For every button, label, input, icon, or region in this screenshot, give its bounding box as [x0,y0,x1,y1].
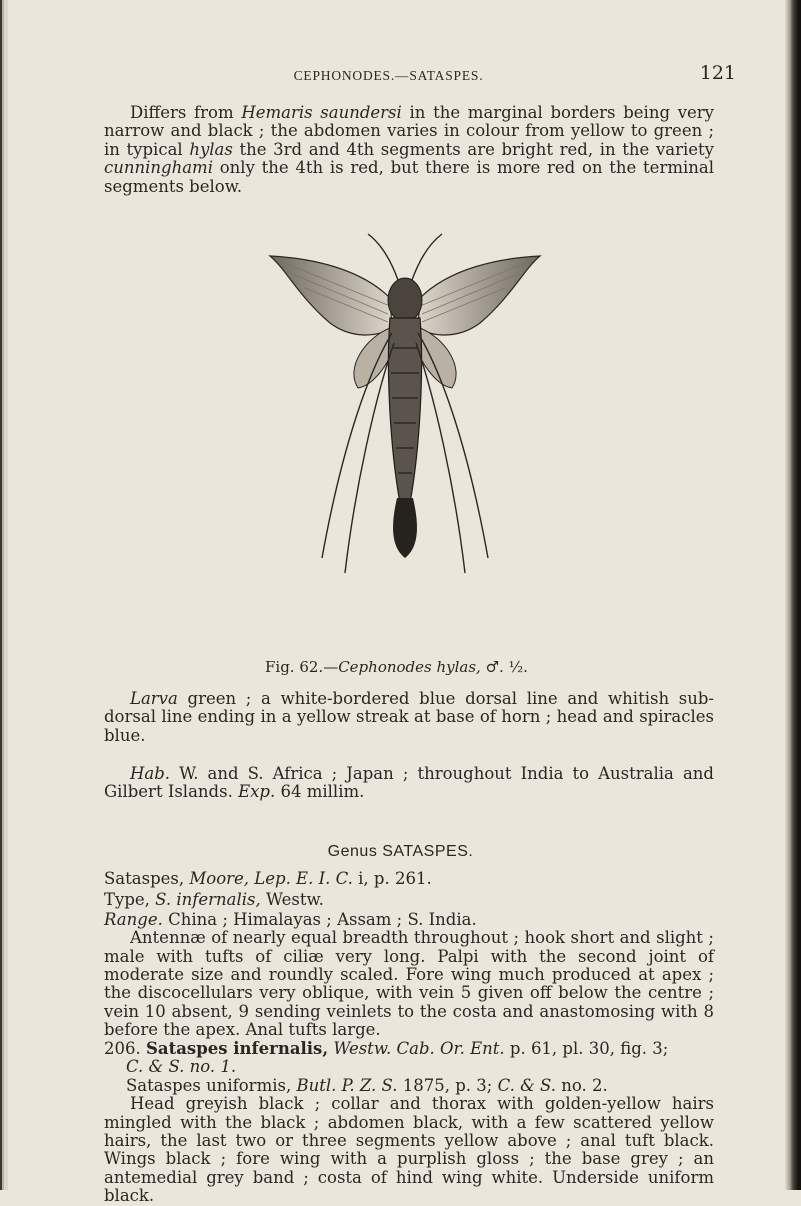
citation-work: Moore, Lep. E. I. C. [189,869,353,888]
moth-left-forewing [270,256,392,335]
type-species: S. infernalis, [155,890,261,910]
species-ref2: C. & S. no. 1. [126,1057,237,1077]
type-author: Westw. [260,890,324,910]
running-head: CEPHONODES.—SATASPES. [293,68,484,83]
caption-prefix: Fig. 62.— [265,658,339,676]
larva-label: Larva [130,689,178,708]
moth-right-forewing [418,256,540,335]
genus-heading: Genus SATASPES. [327,843,474,860]
moth-antennae [368,234,442,280]
range-text: China ; Himalayas ; Assam ; S. India. [162,909,477,929]
moth-body [388,278,422,558]
habitat-paragraph [104,765,714,802]
variety-ref: cunninghami [104,158,213,178]
intro-text: Differs from [130,103,242,122]
species-description: Head greyish black ; collar and thorax with golden-yellow hairs mingled with the black ; abdomen black, with a few scattered yellow hairs, the last two or three segments yellow above ; anal tuft black. Wings black ; fore wing with a purplish gloss ; the base grey ; an antemedial grey band ; costa of hind wing white. Underside uniform black. [104,1094,714,1206]
intro-text: the 3rd and 4th segments are bright red, in the variety [232,139,714,159]
larva-text: green ; a white-bordered blue dorsal line and whitish sub-dorsal line ending in a yellow streak at base of horn ; head and spiracles blue. [104,689,714,745]
range-label: Range. [104,909,163,929]
habitat-text: W. and S. Africa ; Japan ; throughout India to Australia and Gilbert Islands. [104,764,714,802]
citation-page: i, p. 261. [352,869,432,888]
caption-scale: ½. [508,658,528,676]
caption-sex: ♂. [480,658,509,676]
page-gutter-shadow [0,0,8,1190]
intro-text: in the marginal borders being very narrow and black ; the abdomen varies in colour from yellow to green ; in typical [104,103,714,159]
species-name: Sataspes infernalis, [146,1039,329,1058]
genus-description: Antennæ of nearly equal breadth throughout ; hook short and slight ; male with tufts of ciliæ very long. Palpi with the second joint of moderate size and roundly scaled. Fore wing much produced at apex ; the discocellulars very oblique, with vein 5 given off below the centre ; vein 10 absent, 9 sending veinlets to the costa and anastomosing with 8 before the apex. Anal tufts large. [104,928,714,1040]
genus-citation: Sataspes, [104,869,190,888]
intro-text: only the 4th is red, but there is more red on the terminal segments below. [104,158,714,196]
page-edge-shadow [785,0,801,1190]
synonym-name: Sataspes uniformis, [126,1075,297,1095]
species-ref-work: Cab. Or. Ent. [396,1039,505,1058]
figure-caption [265,658,528,676]
expanse-value: 64 millim. [275,782,365,802]
caption-species: Cephonodes hylas, [338,658,481,676]
intro-paragraph [104,104,714,196]
synonym-ref-work: Butl. P. Z. S. [296,1075,398,1095]
synonym-ref2: C. & S. [497,1075,557,1095]
species-ref: Hemaris saundersi [241,103,402,122]
synonym-ref2-rest: no. 2. [556,1075,608,1095]
species-ref: hylas [189,139,233,159]
moth-illustration [240,228,570,653]
species-ref-rest: p. 61, pl. 30, fig. 3; [504,1039,669,1058]
larva-paragraph [104,690,714,745]
species-number: 206. [104,1039,141,1058]
genus-section [104,870,714,1040]
page-number: 121 [699,62,736,84]
species-author: Westw. [328,1039,397,1058]
expanse-label: Exp. [238,782,276,802]
type-label: Type, [104,890,156,910]
habitat-label: Hab. [130,764,171,783]
species-section [104,1040,714,1206]
synonym-ref-rest: 1875, p. 3; [397,1075,498,1095]
